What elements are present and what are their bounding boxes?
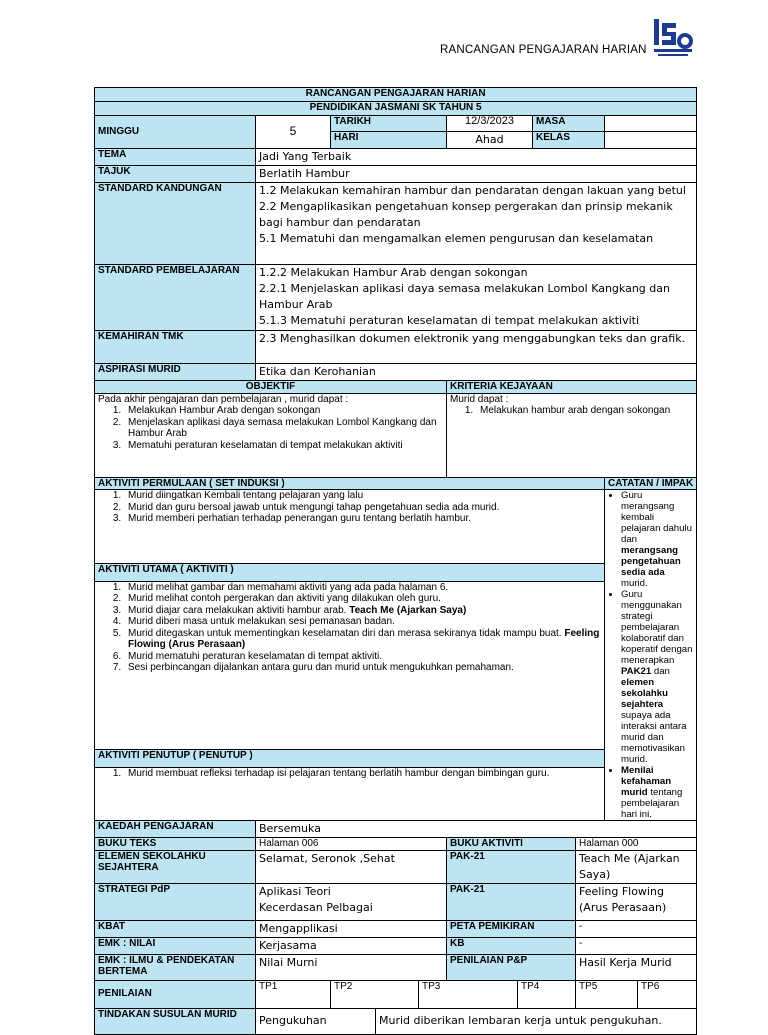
tajuk-value: Berlatih Hambur xyxy=(256,166,697,183)
peta-label: PETA PEMIKIRAN xyxy=(447,920,576,937)
tarikh-label: TARIKH xyxy=(331,116,447,132)
list-item: 3. Murid diajar cara melakukan aktiviti hambur arab. Teach Me (Ajarkan Saya) xyxy=(124,605,601,617)
aspirasi-label: ASPIRASI MURID xyxy=(95,364,256,381)
tindakan-label: TINDAKAN SUSULAN MURID xyxy=(95,1008,256,1034)
aktiviti-penutup-list xyxy=(98,768,601,780)
tp-cell: TP1 xyxy=(256,980,331,1008)
list-item: • Menilai kefahaman murid tentang pembelajaran hari ini. xyxy=(621,765,693,820)
list-item: 5. Murid ditegaskan untuk mementingkan keselamatan diri dan merasa sekiranya tidak mampu buat. Feeling Flowing (Arus Perasaan) xyxy=(124,628,601,651)
kriteria-list xyxy=(450,405,693,417)
list-item: 3. Mematuhi peraturan keselamatan di tempat melakukan aktiviti xyxy=(124,440,443,452)
tindakan-value: Murid diberikan lembaran kerja untuk pengukuhan. xyxy=(376,1008,697,1034)
list-item: 2. Murid melihat contoh pergerakan dan aktiviti yang dilakukan oleh guru. xyxy=(124,593,601,605)
subject-title: PENDIDIKAN JASMANI SK TAHUN 5 xyxy=(95,102,697,116)
list-item: 4. Murid diberi masa untuk melakukan sesi pemanasan badan. xyxy=(124,616,601,628)
penilaian-label: PENILAIAN xyxy=(95,980,256,1008)
tp-cell: TP5 xyxy=(576,980,638,1008)
penilaian-pp-value: Hasil Kerja Murid xyxy=(576,954,697,980)
minggu-label: MINGGU xyxy=(95,116,256,149)
sk-line: 1.2 Melakukan kemahiran hambur dan pendaratan dengan lakuan yang betul xyxy=(259,184,686,197)
strategi-label: STRATEGI PdP xyxy=(95,883,256,920)
objektif-list xyxy=(98,405,443,451)
list-item: 1. Murid diingatkan Kembali tentang pelajaran yang lalu xyxy=(124,490,601,502)
list-item: 6. Murid mematuhi peraturan keselamatan di tempat aktiviti. xyxy=(124,651,601,663)
objektif-content xyxy=(95,393,447,477)
list-item: 3. Murid memberi perhatian terhadap penerangan guru tentang berlatih hambur. xyxy=(124,513,601,525)
kelas-label: KELAS xyxy=(533,132,605,149)
catatan-content xyxy=(605,490,697,821)
kaedah-label: KAEDAH PENGAJARAN xyxy=(95,821,256,838)
buku-aktiviti-value: Halaman 000 xyxy=(576,838,697,851)
tp-cell: TP6 xyxy=(638,980,697,1008)
minggu-value: 5 xyxy=(256,116,331,149)
tp-cell: TP3 xyxy=(419,980,518,1008)
kriteria-intro: Murid dapat : xyxy=(450,393,509,405)
catatan-label: CATATAN / IMPAK xyxy=(605,477,697,490)
kemahiran-tmk-value: 2.3 Menghasilkan dokumen elektronik yang menggabungkan teks dan grafik. xyxy=(256,331,697,364)
hari-label: HARI xyxy=(331,132,447,149)
list-item: 2. Murid dan guru bersoal jawab untuk mengungi tahap pengetahuan sedia ada murid. xyxy=(124,502,601,514)
lesson-plan-table xyxy=(94,87,697,1035)
buku-teks-label: BUKU TEKS xyxy=(95,838,256,851)
strategi-line: Aplikasi Teori xyxy=(259,884,331,898)
masa-value xyxy=(605,116,697,132)
sk-line: 2.2 Mengaplikasikan pengetahuan konsep pergerakan dan prinsip mekanik bagi hambur dan pendaratan xyxy=(259,200,673,229)
sk-line: 5.1 Mematuhi dan mengamalkan elemen pengurusan dan keselamatan xyxy=(259,232,654,245)
kelas-value xyxy=(605,132,697,149)
objektif-label: OBJEKTIF xyxy=(95,381,447,394)
aktiviti-utama-label: AKTIVITI UTAMA ( AKTIVITI ) xyxy=(95,563,605,581)
tarikh-value: 12/3/2023 xyxy=(447,116,533,132)
pak21-label: PAK-21 xyxy=(447,883,576,920)
buku-teks-value: Halaman 006 xyxy=(256,838,447,851)
list-item: • Guru menggunakan strategi pembelajaran kolaboratif dan koperatif dengan menerapkan PAK21 dan elemen sekolahku sejahtera supaya ada interaksi antara murid dan memotivasikan murid. xyxy=(621,589,693,765)
kemahiran-tmk-label: KEMAHIRAN TMK xyxy=(95,331,256,364)
emk-ilmu-value: Nilai Murni xyxy=(256,954,447,980)
set-induksi-label: AKTIVITI PERMULAAN ( SET INDUKSI ) xyxy=(95,477,605,490)
standard-pembelajaran-label: STANDARD PEMBELAJARAN xyxy=(95,265,256,331)
strategi-value xyxy=(256,883,447,920)
standard-kandungan-value xyxy=(256,183,697,265)
list-item: 7. Sesi perbincangan dijalankan antara guru dan murid untuk mengukuhkan pemahaman. xyxy=(124,662,601,674)
emk-ilmu-label: EMK : ILMU & PENDEKATAN BERTEMA xyxy=(95,954,256,980)
kaedah-value: Bersemuka xyxy=(256,821,697,838)
list-item: 1. Melakukan Hambur Arab dengan sokongan xyxy=(124,405,443,417)
emk-nilai-label: EMK : NILAI xyxy=(95,937,256,954)
kbat-label: KBAT xyxy=(95,920,256,937)
set-induksi-content xyxy=(95,490,605,564)
standard-pembelajaran-value xyxy=(256,265,697,331)
plan-title: RANCANGAN PENGAJARAN HARIAN xyxy=(95,88,697,102)
tajuk-label: TAJUK xyxy=(95,166,256,183)
sp-line: 2.2.1 Menjelaskan aplikasi daya semasa melakukan Lombol Kangkang dan Hambur Arab xyxy=(259,282,670,311)
sp-line: 1.2.2 Melakukan Hambur Arab dengan sokongan xyxy=(259,266,528,279)
elemen-label: ELEMEN SEKOLAHKU SEJAHTERA xyxy=(95,850,256,883)
kb-value: - xyxy=(576,937,697,954)
kbat-value: Mengapplikasi xyxy=(256,920,447,937)
list-item: 1. Murid melihat gambar dan memahami aktiviti yang ada pada halaman 6. xyxy=(124,582,601,594)
penilaian-pp-label: PENILAIAN P&P xyxy=(447,954,576,980)
aktiviti-penutup-label: AKTIVITI PENUTUP ( PENUTUP ) xyxy=(95,749,605,767)
list-item: 2. Menjelaskan aplikasi daya semasa melakukan Lombol Kangkang dan Hambur Arab xyxy=(124,417,443,440)
list-item: 1. Melakukan hambur arab dengan sokongan xyxy=(476,405,693,417)
school-logo-icon xyxy=(652,17,694,61)
aktiviti-utama-content xyxy=(95,581,605,749)
standard-kandungan-label: STANDARD KANDUNGAN xyxy=(95,183,256,265)
buku-aktiviti-label: BUKU AKTIVITI xyxy=(447,838,576,851)
tindakan-type: Pengukuhan xyxy=(256,1008,376,1034)
pak21-value: Teach Me (Ajarkan Saya) xyxy=(576,850,697,883)
strategi-line: Kecerdasan Pelbagai xyxy=(259,900,373,914)
kriteria-label: KRITERIA KEJAYAAN xyxy=(447,381,697,394)
masa-label: MASA xyxy=(533,116,605,132)
aspirasi-value: Etika dan Kerohanian xyxy=(256,364,697,381)
aktiviti-penutup-content xyxy=(95,768,605,821)
aktiviti-utama-list xyxy=(98,582,601,674)
set-induksi-list xyxy=(98,490,601,525)
document-header-title: RANCANGAN PENGAJARAN HARIAN xyxy=(440,44,647,56)
catatan-list xyxy=(609,490,693,820)
tema-label: TEMA xyxy=(95,149,256,166)
elemen-value: Selamat, Seronok ,Sehat xyxy=(256,850,447,883)
kriteria-content xyxy=(447,393,697,477)
pak21-label: PAK-21 xyxy=(447,850,576,883)
emk-nilai-value: Kerjasama xyxy=(256,937,447,954)
tp-cell: TP4 xyxy=(518,980,576,1008)
tema-value: Jadi Yang Terbaik xyxy=(256,149,697,166)
hari-value: Ahad xyxy=(447,132,533,149)
sp-line: 5.1.3 Mematuhi peraturan keselamatan di tempat melakukan aktiviti xyxy=(259,314,640,327)
list-item: 1. Murid membuat refleksi terhadap isi pelajaran tentang berlatih hambur dengan bimbingan guru. xyxy=(124,768,601,780)
objektif-intro: Pada akhir pengajaran dan pembelajaran , murid dapat : xyxy=(98,393,349,405)
tp-cell: TP2 xyxy=(331,980,419,1008)
peta-value: - xyxy=(576,920,697,937)
kb-label: KB xyxy=(447,937,576,954)
list-item: • Guru merangsang kembali pelajaran dahulu dan merangsang pengetahuan sedia ada murid. xyxy=(621,490,693,589)
pak21-value: Feeling Flowing (Arus Perasaan) xyxy=(576,883,697,920)
